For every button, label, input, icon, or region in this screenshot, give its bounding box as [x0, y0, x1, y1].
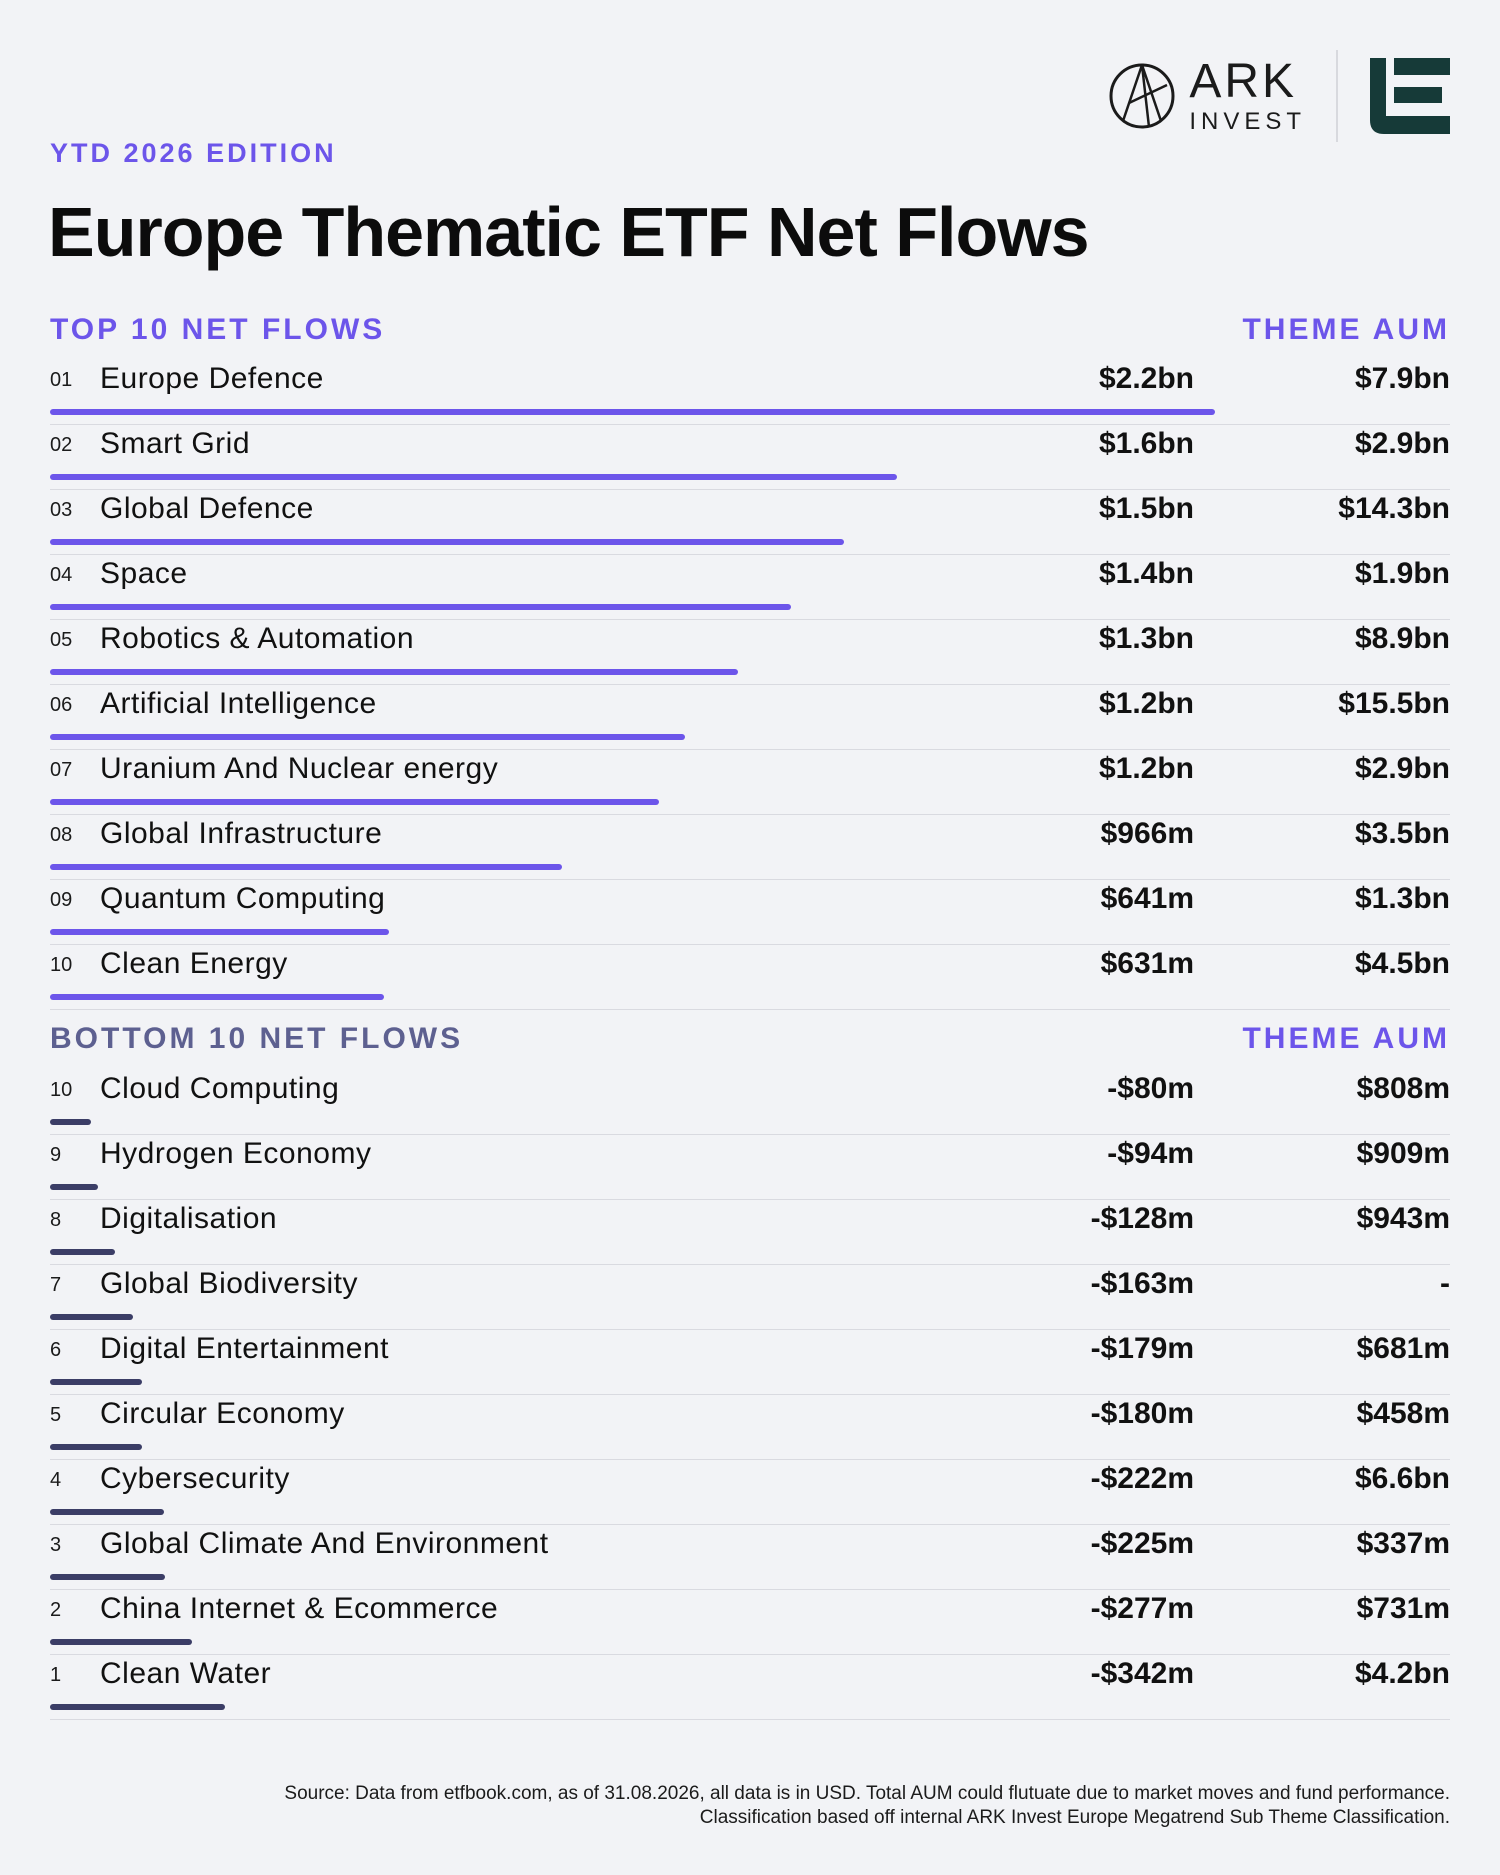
theme-name: Clean Energy: [100, 947, 288, 980]
theme-name: Space: [100, 557, 188, 590]
flow-bar: [50, 1444, 142, 1450]
theme-aum-value: $4.5bn: [1354, 947, 1450, 980]
theme-aum-value: -: [1440, 1267, 1450, 1300]
flow-bar: [50, 1574, 165, 1580]
flow-bar: [50, 1249, 115, 1255]
table-row: [50, 1395, 1450, 1460]
rank-label: 8: [50, 1209, 62, 1231]
theme-name: Global Climate And Environment: [100, 1527, 549, 1560]
flow-bar: [50, 929, 389, 935]
top-aum-heading: THEME AUM: [1242, 313, 1450, 346]
flow-bar: [50, 1379, 142, 1385]
flow-bar: [50, 604, 791, 610]
page-title: Europe Thematic ETF Net Flows: [48, 193, 1089, 271]
rank-label: 07: [50, 759, 73, 781]
theme-name: Hydrogen Economy: [100, 1137, 372, 1170]
table-row: [50, 685, 1450, 750]
source-footnote: [150, 1782, 1450, 1830]
rank-label: 2: [50, 1599, 62, 1621]
rank-label: 1: [50, 1664, 62, 1686]
rank-label: 09: [50, 889, 73, 911]
table-row: [50, 945, 1450, 1010]
theme-name: China Internet & Ecommerce: [100, 1592, 499, 1625]
net-flow-value: $1.2bn: [1098, 687, 1194, 720]
net-flow-value: -$179m: [1090, 1332, 1194, 1365]
flow-bar: [50, 474, 897, 480]
invest-wordmark: INVEST: [1189, 107, 1306, 135]
bottom-flows-list: [50, 1070, 1450, 1720]
net-flow-value: -$342m: [1090, 1657, 1194, 1690]
theme-name: Cybersecurity: [100, 1462, 290, 1495]
theme-aum-value: $2.9bn: [1354, 752, 1450, 785]
table-row: [50, 555, 1450, 620]
net-flow-value: -$94m: [1107, 1137, 1194, 1170]
net-flow-value: -$222m: [1090, 1462, 1194, 1495]
etf-brand-logo-icon: [1370, 58, 1450, 134]
table-row: [50, 1200, 1450, 1265]
theme-aum-value: $1.9bn: [1354, 557, 1450, 590]
flow-bar: [50, 669, 738, 675]
flow-bar: [50, 1639, 192, 1645]
bottom-aum-heading: THEME AUM: [1242, 1022, 1450, 1055]
table-row: [50, 1590, 1450, 1655]
flow-bar: [50, 799, 659, 805]
flow-bar: [50, 409, 1215, 415]
ark-emblem-icon: [1109, 63, 1175, 129]
footnote-line-1: Source: Data from etfbook.com, as of 31.08.2026, all data is in USD. Total AUM could flutuate due to market moves and fund performance.: [284, 1783, 1450, 1804]
logo-divider: [1336, 50, 1338, 142]
theme-aum-value: $909m: [1356, 1137, 1450, 1170]
theme-aum-value: $337m: [1356, 1527, 1450, 1560]
top-section-title: TOP 10 NET FLOWS: [50, 313, 386, 346]
net-flow-value: $1.5bn: [1098, 492, 1194, 525]
theme-aum-value: $1.3bn: [1354, 882, 1450, 915]
theme-aum-value: $943m: [1356, 1202, 1450, 1235]
theme-aum-value: $6.6bn: [1354, 1462, 1450, 1495]
table-row: [50, 360, 1450, 425]
rank-label: 05: [50, 629, 73, 651]
edition-label: YTD 2026 EDITION: [50, 138, 337, 168]
flow-bar: [50, 1119, 91, 1125]
theme-aum-value: $2.9bn: [1354, 427, 1450, 460]
net-flow-value: $641m: [1100, 882, 1194, 915]
rank-label: 3: [50, 1534, 62, 1556]
theme-name: Europe Defence: [100, 362, 324, 395]
theme-name: Global Defence: [100, 492, 314, 525]
rank-label: 06: [50, 694, 73, 716]
table-row: [50, 1070, 1450, 1135]
flow-bar: [50, 994, 384, 1000]
table-row: [50, 1330, 1450, 1395]
theme-aum-value: $3.5bn: [1354, 817, 1450, 850]
theme-name: Artificial Intelligence: [100, 687, 377, 720]
table-row: [50, 425, 1450, 490]
rank-label: 01: [50, 369, 73, 391]
theme-aum-value: $8.9bn: [1354, 622, 1450, 655]
rank-label: 4: [50, 1469, 62, 1491]
rank-label: 04: [50, 564, 73, 586]
theme-aum-value: $731m: [1356, 1592, 1450, 1625]
rank-label: 6: [50, 1339, 62, 1361]
net-flow-value: -$277m: [1090, 1592, 1194, 1625]
table-row: [50, 490, 1450, 555]
table-row: [50, 620, 1450, 685]
rank-label: 5: [50, 1404, 62, 1426]
theme-aum-value: $458m: [1356, 1397, 1450, 1430]
rank-label: 7: [50, 1274, 62, 1296]
bottom-section-title: BOTTOM 10 NET FLOWS: [50, 1022, 464, 1055]
net-flow-value: $2.2bn: [1098, 362, 1194, 395]
net-flow-value: -$80m: [1107, 1072, 1194, 1105]
theme-aum-value: $4.2bn: [1354, 1657, 1450, 1690]
net-flow-value: $1.4bn: [1098, 557, 1194, 590]
theme-name: Quantum Computing: [100, 882, 386, 915]
rank-label: 08: [50, 824, 73, 846]
table-row: [50, 1525, 1450, 1590]
net-flow-value: -$163m: [1090, 1267, 1194, 1300]
bottom-section-header: [50, 1022, 1450, 1062]
logo-area: [1109, 48, 1450, 143]
top-section-header: [50, 313, 1450, 353]
theme-name: Uranium And Nuclear energy: [100, 752, 499, 785]
flow-bar: [50, 1704, 225, 1710]
ark-invest-logo: [1109, 54, 1306, 135]
table-row: [50, 750, 1450, 815]
net-flow-value: $631m: [1100, 947, 1194, 980]
flow-bar: [50, 539, 844, 545]
net-flow-value: -$225m: [1090, 1527, 1194, 1560]
net-flow-value: $1.6bn: [1098, 427, 1194, 460]
top-flows-list: [50, 360, 1450, 1010]
theme-name: Digital Entertainment: [100, 1332, 389, 1365]
table-row: [50, 1655, 1450, 1720]
theme-name: Global Biodiversity: [100, 1267, 358, 1300]
footnote-line-2: Classification based off internal ARK Invest Europe Megatrend Sub Theme Classification.: [699, 1807, 1450, 1828]
theme-name: Smart Grid: [100, 427, 251, 460]
table-row: [50, 1460, 1450, 1525]
theme-aum-value: $7.9bn: [1354, 362, 1450, 395]
rank-label: 9: [50, 1144, 62, 1166]
theme-aum-value: $14.3bn: [1338, 492, 1450, 525]
net-flow-value: $1.3bn: [1098, 622, 1194, 655]
net-flow-value: -$128m: [1090, 1202, 1194, 1235]
rank-label: 02: [50, 434, 73, 456]
theme-name: Cloud Computing: [100, 1072, 340, 1105]
theme-aum-value: $681m: [1356, 1332, 1450, 1365]
flow-bar: [50, 864, 562, 870]
net-flow-value: $1.2bn: [1098, 752, 1194, 785]
table-row: [50, 815, 1450, 880]
flow-bar: [50, 1509, 164, 1515]
flow-bar: [50, 1314, 133, 1320]
theme-name: Digitalisation: [100, 1202, 278, 1235]
net-flow-value: $966m: [1100, 817, 1194, 850]
theme-aum-value: $15.5bn: [1338, 687, 1450, 720]
table-row: [50, 1265, 1450, 1330]
theme-name: Global Infrastructure: [100, 817, 383, 850]
table-row: [50, 1135, 1450, 1200]
table-row: [50, 880, 1450, 945]
flow-bar: [50, 734, 685, 740]
ark-wordmark: ARK: [1189, 54, 1298, 108]
theme-name: Circular Economy: [100, 1397, 345, 1430]
theme-name: Clean Water: [100, 1657, 272, 1690]
net-flow-value: -$180m: [1090, 1397, 1194, 1430]
rank-label: 10: [50, 1079, 73, 1101]
flow-bar: [50, 1184, 98, 1190]
rank-label: 03: [50, 499, 73, 521]
rank-label: 10: [50, 954, 73, 976]
theme-aum-value: $808m: [1356, 1072, 1450, 1105]
theme-name: Robotics & Automation: [100, 622, 415, 655]
